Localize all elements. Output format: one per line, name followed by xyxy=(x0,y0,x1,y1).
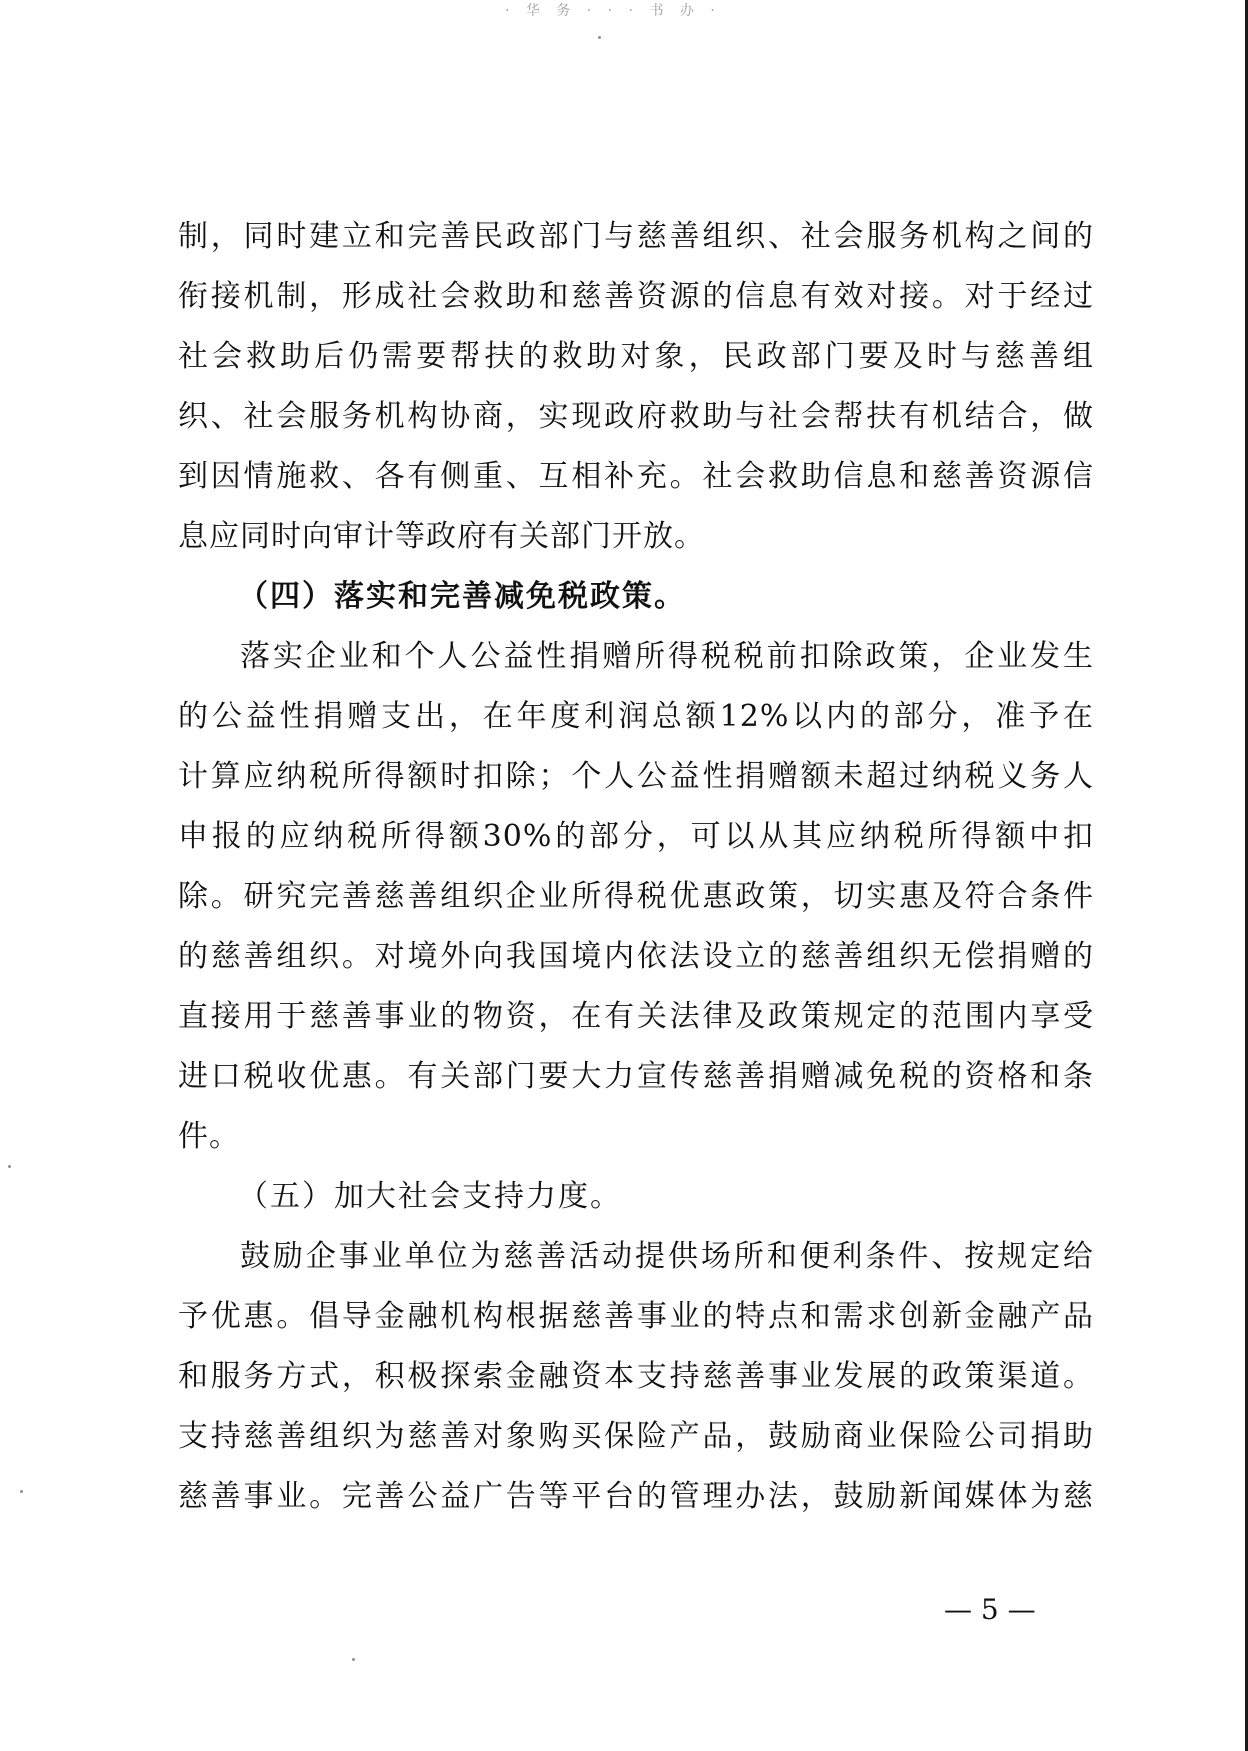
section-heading-4: （四）落实和完善减免税政策。 xyxy=(238,579,686,614)
text-line: 的慈善组织。对境外向我国境内依法设立的慈善组织无偿捐赠的 xyxy=(178,939,1094,974)
page-number: — 5 — xyxy=(944,1593,1036,1626)
paragraph-4 xyxy=(178,627,1094,1167)
text-line: 落实企业和个人公益性捐赠所得税税前扣除政策，企业发生 xyxy=(240,639,1094,674)
text-line: 息应同时向审计等政府有关部门开放。 xyxy=(178,519,705,554)
text-line: 进口税收优惠。有关部门要大力宣传慈善捐赠减免税的资格和条 xyxy=(178,1059,1094,1094)
text-line: 织、社会服务机构协商，实现政府救助与社会帮扶有机结合，做 xyxy=(178,399,1094,434)
text-line: 到因情施救、各有侧重、互相补充。社会救助信息和慈善资源信 xyxy=(178,459,1094,494)
text-line: 计算应纳税所得额时扣除；个人公益性捐赠额未超过纳税义务人 xyxy=(178,759,1094,794)
speck xyxy=(8,1165,11,1168)
header-smudge: · 华 务 · · · 书 办 · xyxy=(505,3,721,18)
text-line: 直接用于慈善事业的物资，在有关法律及政策规定的范围内享受 xyxy=(178,999,1094,1034)
text-line: 申报的应纳税所得额30%的部分，可以从其应纳税所得额中扣 xyxy=(178,819,1094,854)
text-line: 件。 xyxy=(178,1119,240,1154)
speck xyxy=(598,36,601,39)
text-line: 慈善事业。完善公益广告等平台的管理办法，鼓励新闻媒体为慈 xyxy=(178,1479,1094,1514)
text-line: 制，同时建立和完善民政部门与慈善组织、社会服务机构之间的 xyxy=(178,219,1094,254)
text-line: 和服务方式，积极探索金融资本支持慈善事业发展的政策渠道。 xyxy=(178,1359,1094,1394)
speck xyxy=(20,1490,23,1493)
paragraph-3 xyxy=(178,207,1094,567)
text-line: 衔接机制，形成社会救助和慈善资源的信息有效对接。对于经过 xyxy=(178,279,1094,314)
speck xyxy=(352,1658,355,1661)
text-line: 予优惠。倡导金融机构根据慈善事业的特点和需求创新金融产品 xyxy=(178,1299,1094,1334)
text-line: 的公益性捐赠支出，在年度利润总额12%以内的部分，准予在 xyxy=(178,699,1094,734)
text-line: 社会救助后仍需要帮扶的救助对象，民政部门要及时与慈善组 xyxy=(178,339,1094,374)
text-line: 鼓励企事业单位为慈善活动提供场所和便利条件、按规定给 xyxy=(240,1239,1094,1274)
document-body xyxy=(178,207,1094,1527)
text-line: 支持慈善组织为慈善对象购买保险产品，鼓励商业保险公司捐助 xyxy=(178,1419,1094,1454)
paragraph-5 xyxy=(178,1227,1094,1527)
section-heading-5: （五）加大社会支持力度。 xyxy=(238,1179,622,1214)
text-line: 除。研究完善慈善组织企业所得税优惠政策，切实惠及符合条件 xyxy=(178,879,1094,914)
